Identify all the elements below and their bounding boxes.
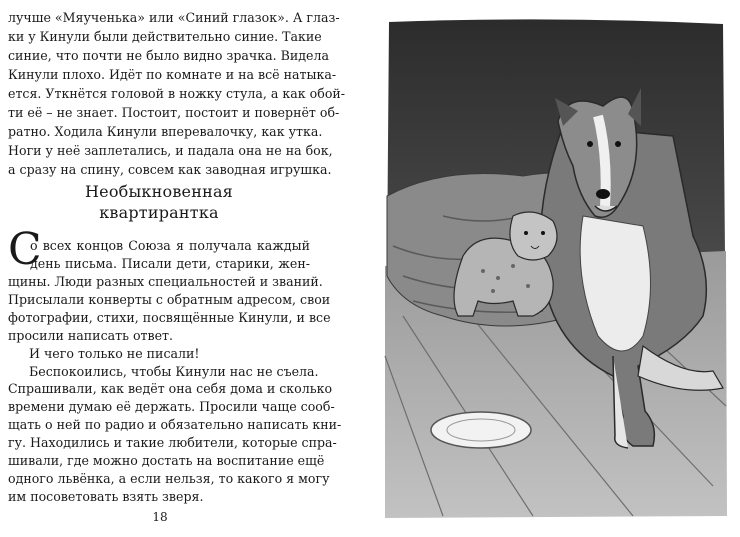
text-line: ти её – не знает. Постоит, постоит и повернёт об- (8, 105, 340, 120)
text-line: Беспокоились, чтобы Кинули нас не съела. (29, 364, 319, 379)
chapter-heading-line-2: квартирантка (99, 203, 219, 222)
text-line: щины. Люди разных специальностей и званий. (8, 274, 323, 289)
text-line: одного львёнка, а если нельзя, то какого я могу (8, 471, 330, 486)
text-line: фотографии, стихи, посвящённые Кинули, и все (8, 310, 331, 325)
page-number: 18 (152, 510, 168, 524)
illustration-collie-and-lion-cub (383, 16, 728, 521)
text-line: Присылали конверты с обратным адресом, свои (8, 292, 331, 307)
plate (431, 412, 531, 448)
left-page-text (0, 0, 346, 537)
text-line: лучше «Мяученька» или «Синий глазок». А глаз- (8, 10, 340, 25)
text-line: щать о ней по радио и обязательно написать кни- (8, 417, 342, 432)
text-line: Спрашивали, как ведёт она себя дома и сколько (8, 381, 333, 396)
text-line: а сразу на спину, совсем как заводная игрушка. (8, 162, 332, 177)
text-line: им посоветовать взять зверя. (8, 489, 204, 504)
text-line: синие, что почти не было видно зрачка. Видела (8, 48, 330, 63)
text-line: ки у Кинули были действительно синие. Такие (8, 29, 322, 44)
text-line: гу. Находились и такие любители, которые спра- (8, 435, 337, 450)
text-line: ется. Уткнётся головой в ножку стула, а как обой- (8, 86, 346, 101)
text-line: о всех концов Союза я получала каждый (30, 238, 310, 253)
text-line: И чего только не писали! (29, 346, 200, 361)
text-line: день письма. Писали дети, старики, жен- (30, 256, 310, 271)
drop-cap: С (8, 224, 42, 275)
text-line: ратно. Ходила Кинули вперевалочку, как утка. (8, 124, 323, 139)
text-line: Ноги у неё заплетались, и падала она не на бок, (8, 143, 333, 158)
text-line: времени думаю её держать. Просили чаще сооб- (8, 399, 335, 414)
text-line: просили написать ответ. (8, 328, 174, 343)
chapter-heading-line-1: Необыкновенная (85, 182, 233, 201)
text-line: Кинули плохо. Идёт по комнате и на всё натыка- (8, 67, 337, 82)
text-line: шивали, где можно достать на воспитание ещё (8, 453, 325, 468)
